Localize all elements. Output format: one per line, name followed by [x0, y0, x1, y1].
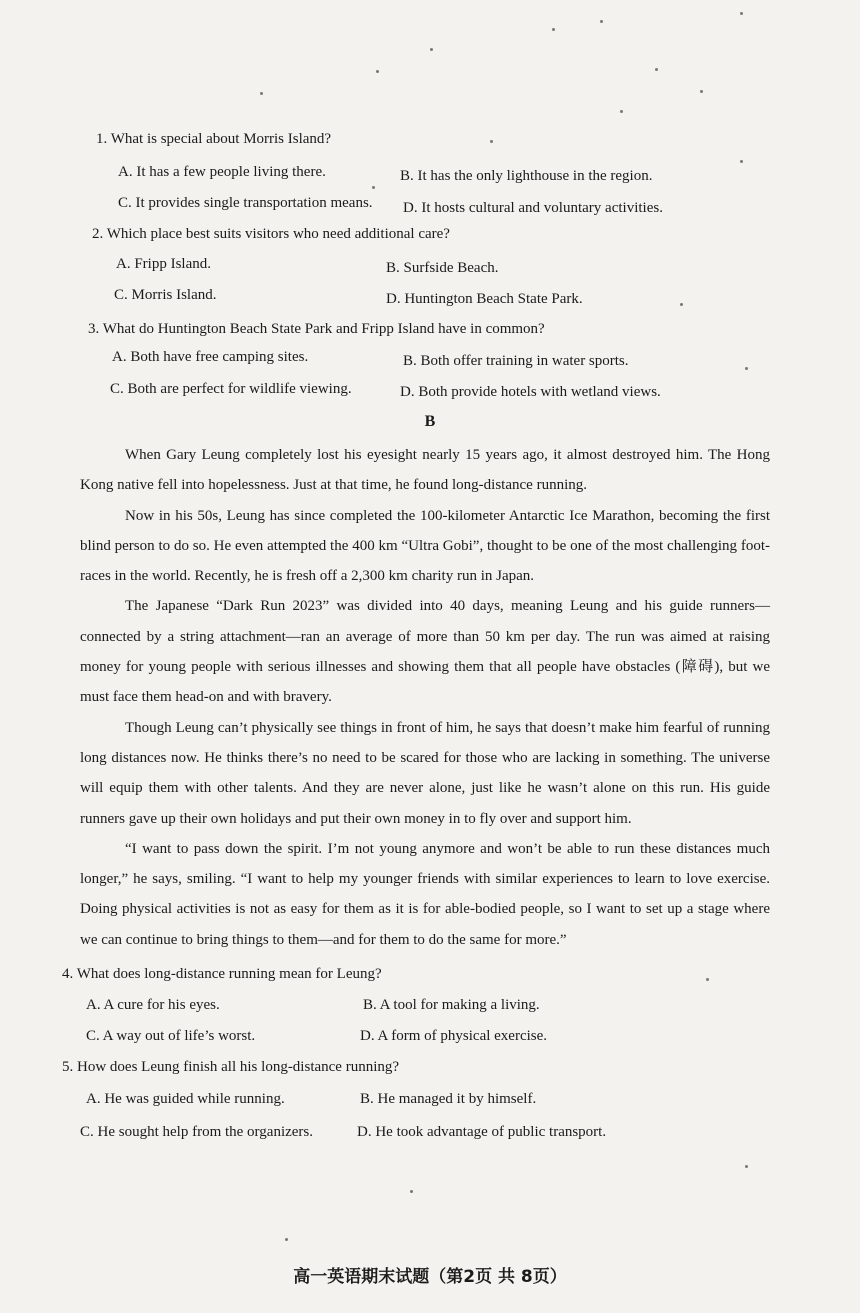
question-5-option-b: B. He managed it by himself. — [360, 1091, 537, 1107]
question-4-option-d: D. A form of physical exercise. — [360, 1028, 548, 1044]
question-3-option-d: D. Both provide hotels with wetland views. — [400, 384, 661, 400]
question-2-option-a: A. Fripp Island. — [116, 256, 211, 272]
question-2-option-c: C. Morris Island. — [114, 287, 217, 303]
question-4-stem: 4. What does long-distance running mean for Leung? — [62, 966, 382, 982]
question-2-option-d: D. Huntington Beach State Park. — [386, 291, 583, 307]
question-4-option-a: A. A cure for his eyes. — [86, 997, 220, 1013]
question-5-option-c: C. He sought help from the organizers. — [80, 1124, 314, 1140]
passage-paragraph-5: “I want to pass down the spirit. I’m not young anymore and won’t be able to run these distances much longer,” he says, smiling. “I want to help my younger friends with similar experiences to learn to love exercise. Doing physical activities is not as easy for them as it is for able-bodied people, so I want to set up a stage where we can continue to bring things to them—and for them to do the same for more.” — [80, 840, 770, 948]
question-5-option-a: A. He was guided while running. — [86, 1091, 285, 1107]
question-3-option-c: C. Both are perfect for wildlife viewing. — [110, 381, 352, 397]
question-5-stem: 5. How does Leung finish all his long-distance running? — [62, 1059, 400, 1075]
question-1-stem: 1. What is special about Morris Island? — [96, 131, 332, 147]
page-footer: 高一英语期末试题（第2页 共 8页） — [293, 1267, 567, 1287]
passage-paragraph-1: When Gary Leung completely lost his eyesight nearly 15 years ago, it almost destroyed him. The Hong Kong native fell into hopelessness. Just at that time, he found long-distance running. — [80, 447, 770, 494]
question-1-option-b: B. It has the only lighthouse in the region. — [400, 168, 653, 184]
passage-paragraph-3: The Japanese “Dark Run 2023” was divided into 40 days, meaning Leung and his guide runners—connected by a string attachment—ran an average of more than 50 km per day. The run was aimed at raising money for young people with serious illnesses and showing them that all people have obstacles (障碍), but we must face them head-on and with bravery. — [80, 598, 770, 706]
question-1-option-a: A. It has a few people living there. — [118, 164, 326, 180]
question-3-option-b: B. Both offer training in water sports. — [403, 353, 629, 369]
question-5-option-d: D. He took advantage of public transport. — [357, 1124, 607, 1140]
question-3-stem: 3. What do Huntington Beach State Park and Fripp Island have in common? — [88, 321, 545, 337]
section-b-heading: B — [424, 413, 436, 430]
question-1-option-c: C. It provides single transportation means. — [118, 195, 373, 211]
passage-paragraph-4: Though Leung can’t physically see things in front of him, he says that doesn’t make him fearful of running long distances now. He thinks there’s no need to be scared for those who are lacking in something. The universe will equip them with other talents. And they are never alone, just like he wasn’t alone on this run. His guide runners gave up their own holidays and put their own money in to fly over and support him. — [80, 719, 770, 827]
question-4-option-b: B. A tool for making a living. — [363, 997, 540, 1013]
question-2-stem: 2. Which place best suits visitors who need additional care? — [92, 226, 450, 242]
question-1-option-d: D. It hosts cultural and voluntary activities. — [403, 200, 663, 216]
passage-b — [80, 440, 770, 955]
question-2-option-b: B. Surfside Beach. — [386, 260, 499, 276]
question-4-option-c: C. A way out of life’s worst. — [86, 1028, 256, 1044]
question-3-option-a: A. Both have free camping sites. — [112, 349, 309, 365]
passage-paragraph-2: Now in his 50s, Leung has since completed the 100-kilometer Antarctic Ice Marathon, becoming the first blind person to do so. He even attempted the 400 km “Ultra Gobi”, thought to be one of the most challenging foot-races in the world. Recently, he is fresh off a 2,300 km charity run in Japan. — [80, 507, 770, 585]
